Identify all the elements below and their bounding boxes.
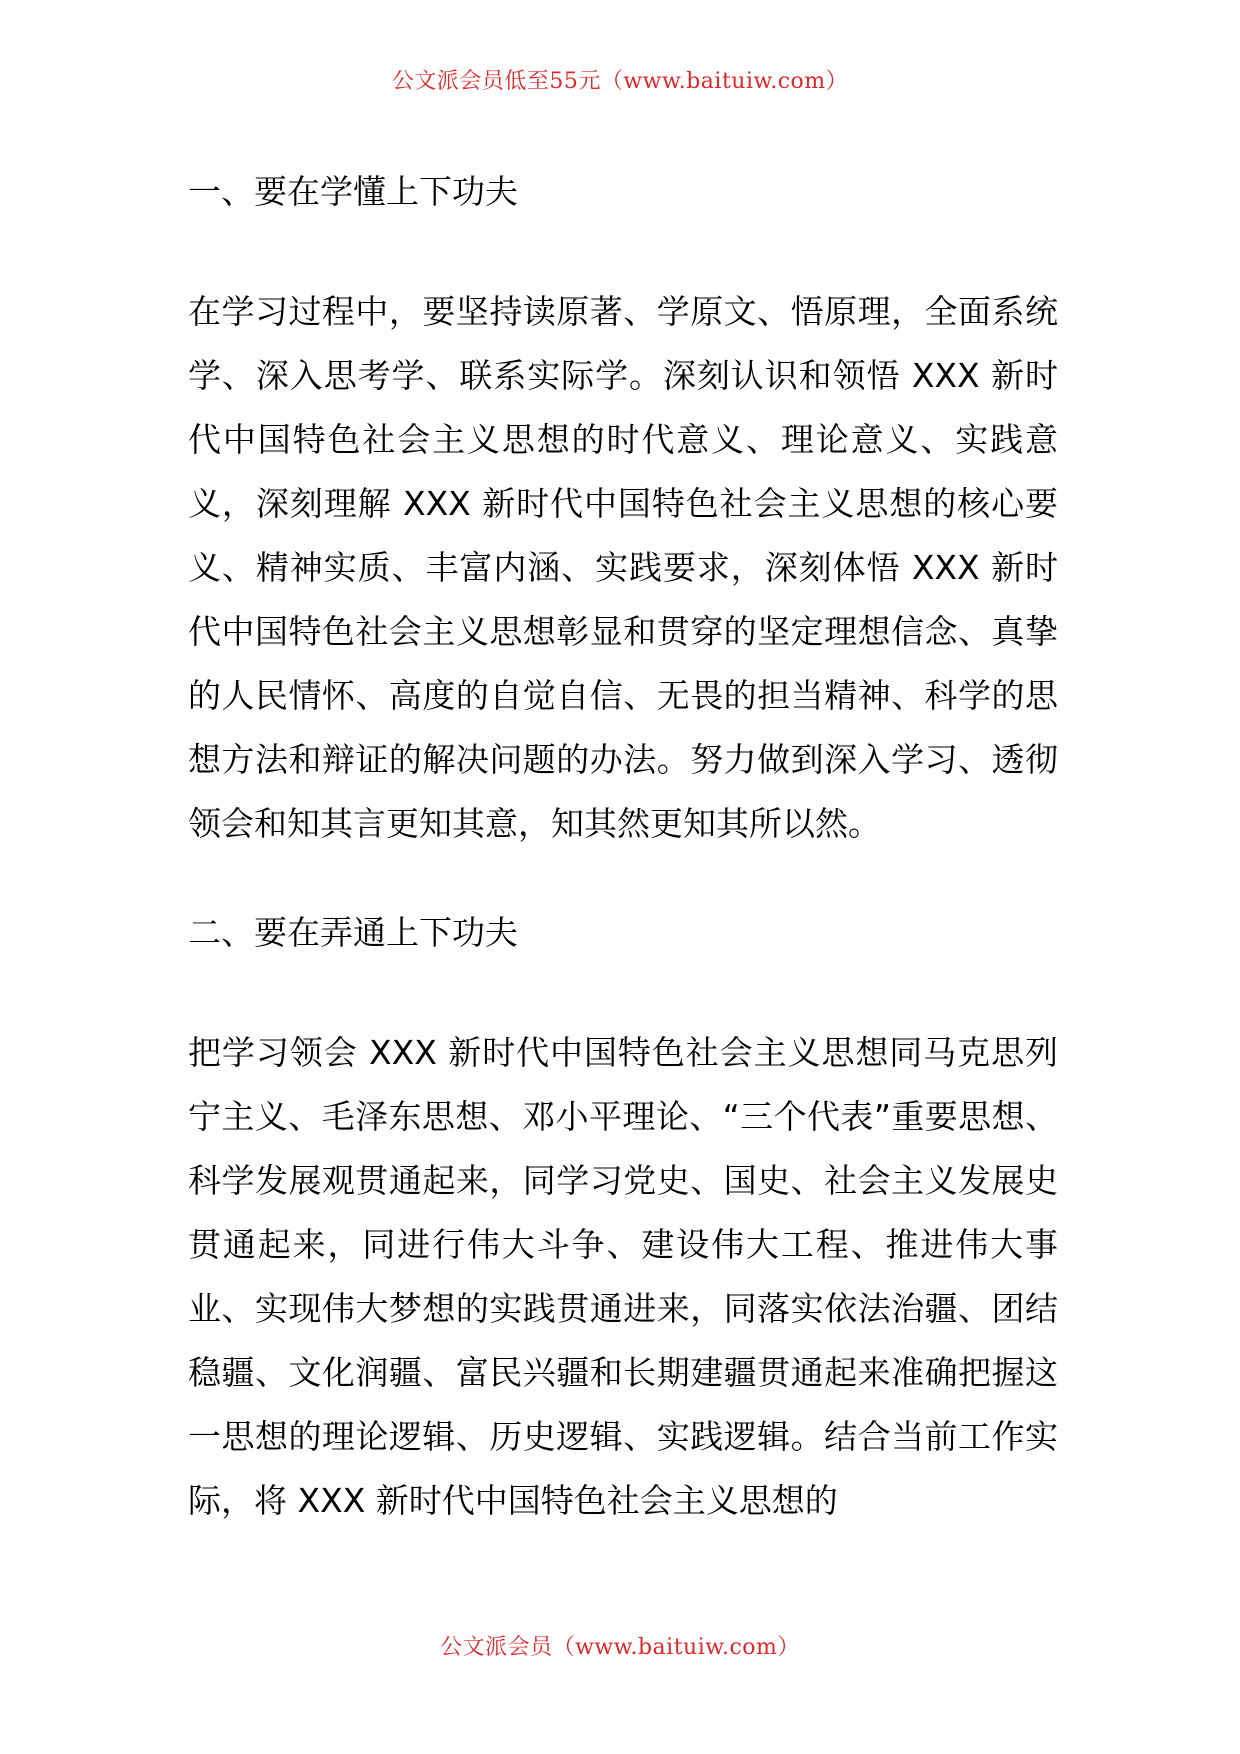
section-paragraph-1: 在学习过程中，要坚持读原著、学原文、悟原理，全面系统学、深入思考学、联系实际学。深刻认识和领悟 XXX 新时代中国特色社会主义思想的时代意义、理论意义、实践意义，深刻理解 XXX 新时代中国特色社会主义思想的核心要义、精神实质、丰富内涵、实践要求，深刻体悟 XXX 新时代中国特色社会主义思想彰显和贯穿的坚定理想信念、真挚的人民情怀、高度的自觉自信、无畏的担当精神、科学的思想方法和辩证的解决问题的办法。努力做到深入学习、透彻领会和知其言更知其意，知其然更知其所以然。 xyxy=(188,292,1058,843)
document-body xyxy=(188,170,1058,1533)
section-heading-2: 二、要在弄通上下功夫 xyxy=(188,913,518,952)
section-paragraph-2: 把学习领会 XXX 新时代中国特色社会主义思想同马克思列宁主义、毛泽东思想、邓小平理论、“三个代表”重要思想、科学发展观贯通起来，同学习党史、国史、社会主义发展史贯通起来，同进行伟大斗争、建设伟大工程、推进伟大事业、实现伟大梦想的实践贯通进来，同落实依法治疆、团结稳疆、文化润疆、富民兴疆和长期建疆贯通起来准确把握这一思想的理论逻辑、历史逻辑、实践逻辑。结合当前工作实际，将 XXX 新时代中国特色社会主义思想的 xyxy=(188,1033,1058,1520)
footer-watermark: 公文派会员（www.baituiw.com） xyxy=(440,1635,800,1660)
header-watermark: 公文派会员低至55元（www.baituiw.com） xyxy=(391,69,849,94)
section-heading-1: 一、要在学懂上下功夫 xyxy=(188,172,518,211)
